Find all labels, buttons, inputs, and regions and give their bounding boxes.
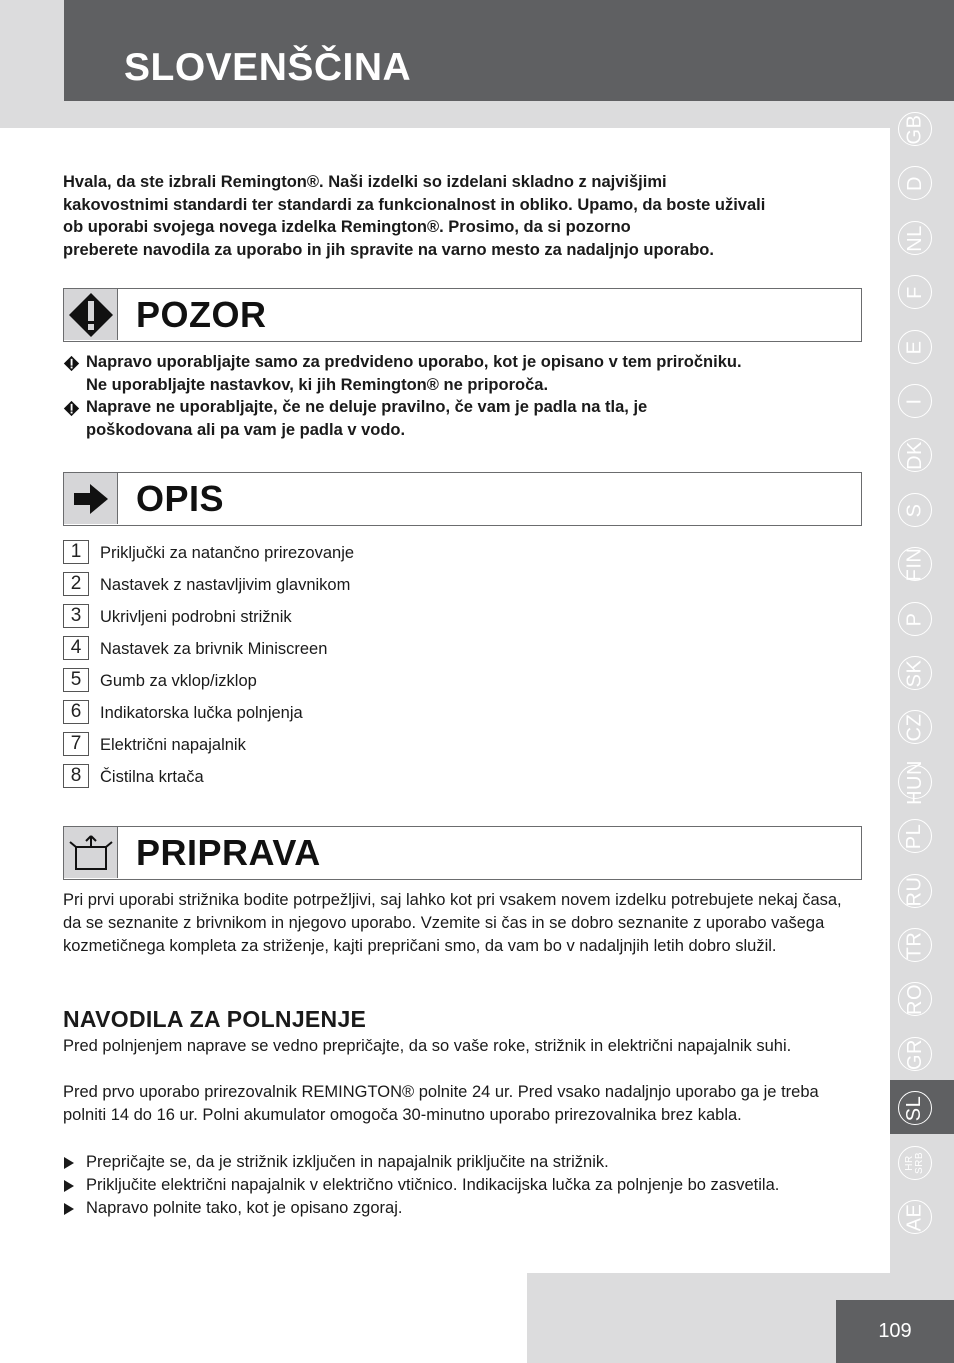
part-item bbox=[63, 572, 663, 598]
warning-item bbox=[63, 351, 863, 396]
part-item bbox=[63, 604, 663, 630]
language-tab-p[interactable] bbox=[898, 602, 932, 636]
page-number: 109 bbox=[836, 1300, 954, 1363]
list-item bbox=[63, 1151, 863, 1174]
part-label: Priključki za natančno prirezovanje bbox=[100, 544, 355, 562]
section-pozor bbox=[63, 288, 862, 342]
part-label: Ukrivljeni podrobni strižnik bbox=[100, 608, 292, 626]
warning-text: Ne uporabljajte nastavkov, ki jih Remington® ne priporoča. bbox=[86, 375, 549, 394]
language-tab-hr-srb[interactable] bbox=[898, 1146, 932, 1180]
part-number: 5 bbox=[63, 668, 89, 692]
language-tab-gr[interactable] bbox=[898, 1037, 932, 1071]
part-number: 7 bbox=[63, 732, 89, 756]
step-text: Priključite električni napajalnik v električno vtičnico. Indikacijska lučka za polnjenje bo zasvetila. bbox=[86, 1176, 780, 1194]
language-code: DK bbox=[903, 440, 926, 470]
language-code: SL bbox=[903, 1095, 926, 1121]
language-code: RO bbox=[903, 983, 926, 1015]
priprava-text: Pri prvi uporabi strižnika bodite potrpežljivi, saj lahko kot pri vsakem novem izdelku potrebujete nekaj časa, da se seznanite z brivnikom in njegovo uporabo. Vzemite si čas in se dobro seznanite z uporabo vašega kozmetičnega kompleta za striženje, kajti prepričani smo, da vam bo v nadaljnjih letih dobro služil. bbox=[63, 891, 842, 955]
language-code: E bbox=[903, 340, 926, 354]
intro-line: ob uporabi svojega novega izdelka Remington®. Prosimo, da si pozorno bbox=[63, 218, 631, 237]
language-tab-hun[interactable] bbox=[898, 759, 932, 805]
language-tab-sl[interactable] bbox=[898, 1091, 932, 1125]
page-title: SLOVENŠČINA bbox=[124, 46, 412, 89]
part-number: 6 bbox=[63, 700, 89, 724]
part-label: Nastavek za brivnik Miniscreen bbox=[100, 640, 328, 658]
language-code: HUN bbox=[903, 759, 926, 805]
intro-text bbox=[63, 171, 863, 261]
part-number: 3 bbox=[63, 604, 89, 628]
language-code: HR SRB bbox=[904, 1151, 925, 1175]
part-label: Nastavek z nastavljivim glavnikom bbox=[100, 576, 351, 594]
part-item bbox=[63, 540, 663, 566]
charging-steps bbox=[63, 1151, 863, 1220]
charging-paragraph: Pred polnjenjem naprave se vedno prepričajte, da so vaše roke, strižnik in električni napajalnik suhi. bbox=[63, 1037, 792, 1055]
part-number: 1 bbox=[63, 540, 89, 564]
language-tab-s[interactable] bbox=[898, 493, 932, 527]
list-item bbox=[63, 1174, 863, 1197]
language-tab-ae[interactable] bbox=[898, 1200, 932, 1234]
step-text: Napravo polnite tako, kot je opisano zgoraj. bbox=[86, 1199, 403, 1217]
part-number: 8 bbox=[63, 764, 89, 788]
language-tab-dk[interactable] bbox=[898, 438, 932, 472]
language-code: D bbox=[903, 175, 926, 191]
language-tab-tr[interactable] bbox=[898, 928, 932, 962]
part-item bbox=[63, 668, 663, 694]
warning-text: poškodovana ali pa vam je padla v vodo. bbox=[86, 420, 406, 439]
section-title: POZOR bbox=[136, 294, 267, 335]
language-code: NL bbox=[903, 224, 926, 252]
warning-text: Napravo uporabljajte samo za predvideno uporabo, kot je opisano v tem priročniku. bbox=[86, 353, 742, 371]
intro-line: preberete navodila za uporabo in jih spravite na varno mesto za nadaljnjo uporabo. bbox=[63, 240, 714, 259]
warning-diamond-icon bbox=[63, 355, 80, 379]
section-title: PRIPRAVA bbox=[136, 832, 321, 873]
language-tab-i[interactable] bbox=[898, 384, 932, 418]
language-code: GB bbox=[903, 114, 926, 144]
warning-text: Naprave ne uporabljajte, če ne deluje pravilno, če vam je padla na tla, je bbox=[86, 398, 648, 417]
language-tab-nl[interactable] bbox=[898, 221, 932, 255]
language-code: CZ bbox=[903, 713, 926, 741]
charging-paragraph: Pred prvo uporabo prirezovalnik REMINGTON® polnite 24 ur. Pred vsako nadaljnjo uporabo ga je treba polniti 14 do 16 ur. Polni akumulator omogoča 30-minutno uporabo prirezovalnika brez kabla. bbox=[63, 1083, 819, 1124]
charging-heading: NAVODILA ZA POLNJENJE bbox=[63, 1006, 367, 1032]
language-code: FIN bbox=[903, 547, 926, 581]
language-code: AE bbox=[903, 1203, 926, 1231]
warning-diamond-icon bbox=[64, 289, 118, 340]
language-code: P bbox=[903, 612, 926, 626]
language-tab-sk[interactable] bbox=[898, 656, 932, 690]
section-opis bbox=[63, 472, 862, 526]
language-code: S bbox=[903, 503, 926, 517]
language-code: PL bbox=[903, 823, 926, 849]
triangle-bullet-icon bbox=[64, 1157, 74, 1169]
language-tab-f[interactable] bbox=[898, 275, 932, 309]
section-title: OPIS bbox=[136, 478, 225, 519]
part-number: 4 bbox=[63, 636, 89, 660]
language-code: I bbox=[903, 397, 926, 405]
part-number: 2 bbox=[63, 572, 89, 596]
language-tab-gb[interactable] bbox=[898, 112, 932, 146]
warning-list bbox=[63, 351, 863, 441]
list-item bbox=[63, 1197, 863, 1220]
intro-line: Hvala, da ste izbrali Remington®. Naši izdelki so izdelani skladno z najvišjimi bbox=[63, 173, 667, 191]
warning-diamond-icon bbox=[63, 400, 80, 424]
part-label: Čistilna krtača bbox=[100, 768, 204, 786]
language-tab-ru[interactable] bbox=[898, 874, 932, 908]
language-code: RU bbox=[903, 876, 926, 906]
part-item bbox=[63, 732, 663, 758]
language-code: SK bbox=[903, 659, 926, 687]
triangle-bullet-icon bbox=[64, 1180, 74, 1192]
language-tab-pl[interactable] bbox=[898, 819, 932, 853]
intro-line: kakovostnimi standardi ter standardi za funkcionalnost in obliko. Upamo, da boste uživali bbox=[63, 195, 766, 214]
language-code: F bbox=[903, 285, 926, 299]
language-code: TR bbox=[903, 931, 926, 959]
part-label: Indikatorska lučka polnjenja bbox=[100, 704, 303, 722]
language-code: GR bbox=[903, 1038, 926, 1070]
part-item bbox=[63, 636, 663, 662]
step-text: Prepričajte se, da je strižnik izključen in napajalnik priključite na strižnik. bbox=[86, 1153, 609, 1171]
language-tab-fin[interactable] bbox=[898, 547, 932, 581]
language-tab-cz[interactable] bbox=[898, 710, 932, 744]
part-label: Električni napajalnik bbox=[100, 736, 246, 754]
warning-item bbox=[63, 396, 863, 441]
language-tab-ro[interactable] bbox=[898, 982, 932, 1016]
part-item bbox=[63, 764, 663, 790]
arrow-right-icon bbox=[64, 473, 118, 524]
language-tab-d[interactable] bbox=[898, 166, 932, 200]
section-priprava bbox=[63, 826, 862, 880]
language-tab-e[interactable] bbox=[898, 330, 932, 364]
part-item bbox=[63, 700, 663, 726]
box-icon bbox=[64, 827, 118, 878]
triangle-bullet-icon bbox=[64, 1203, 74, 1215]
part-label: Gumb za vklop/izklop bbox=[100, 672, 257, 690]
